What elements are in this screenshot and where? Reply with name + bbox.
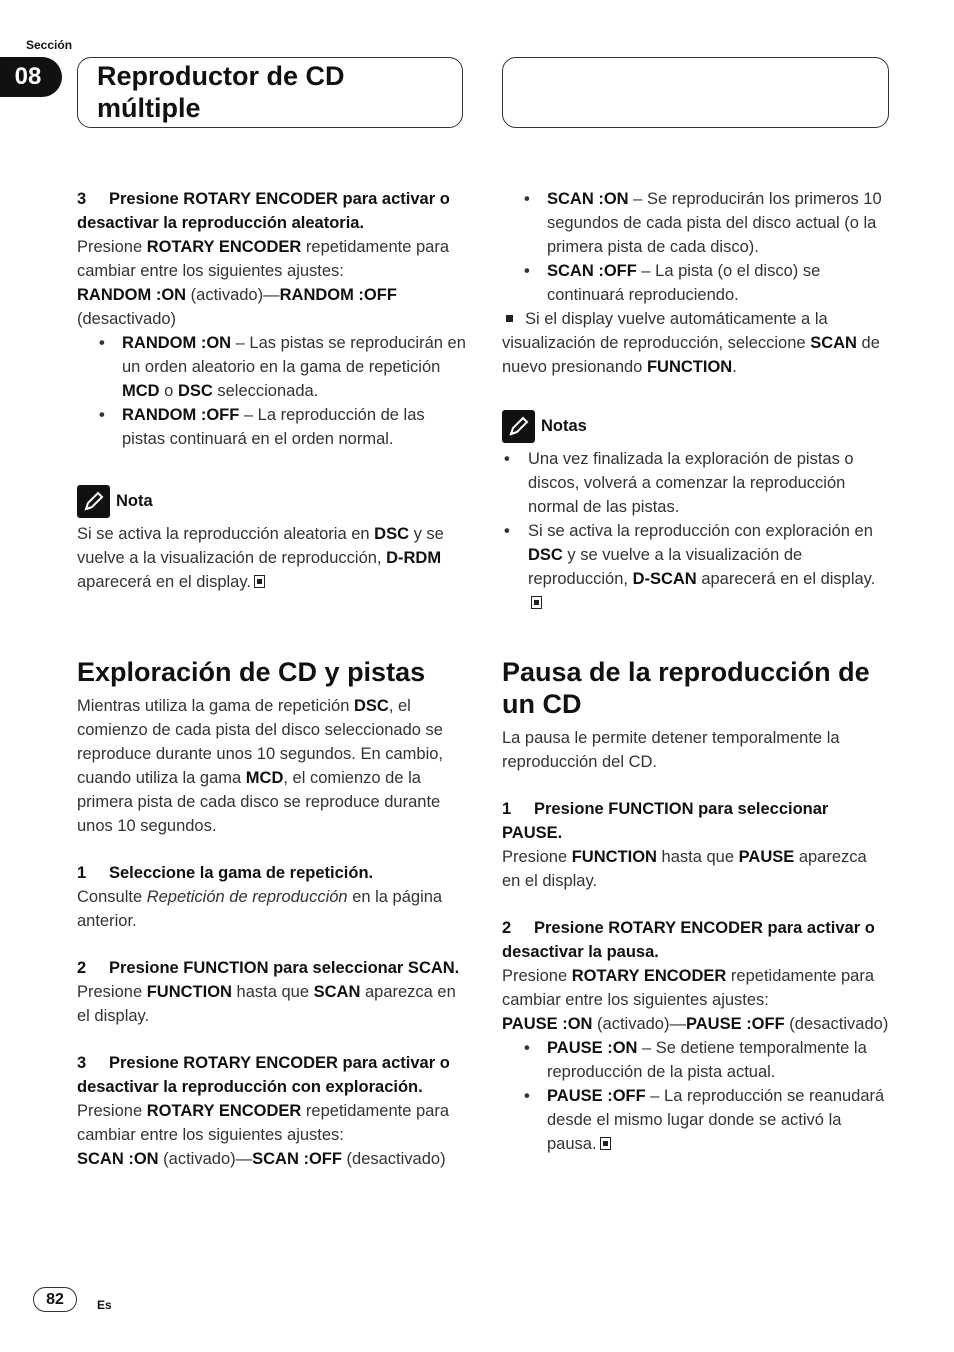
section-label: Sección: [26, 38, 73, 52]
step-instruction: Presione FUNCTION hasta que PAUSE aparezca en el display.: [502, 848, 867, 890]
list-item: • Si se activa la reproducción con exploración en DSC y se vuelve a la visualización de reproducción, D-SCAN aparecerá en el display.: [502, 519, 889, 615]
list-item: • Una vez finalizada la exploración de pistas o discos, volverá a comenzar la reproducción normal de las pistas.: [504, 450, 854, 516]
section-number-badge: 08: [0, 57, 62, 97]
end-mark-icon: [254, 575, 265, 588]
list-item: • PAUSE :ON – Se detiene temporalmente la reproducción de la pista actual.: [524, 1039, 867, 1081]
step-instruction: Presione ROTARY ENCODER repetidamente para cambiar entre los siguientes ajustes:: [77, 1102, 450, 1144]
language-code: Es: [97, 1298, 112, 1312]
step-instruction: Presione ROTARY ENCODER repetidamente para cambiar entre los siguientes ajustes:: [502, 967, 875, 1009]
list-item: • RANDOM :OFF – La reproducción de las pistas continuará en el orden normal.: [99, 406, 425, 448]
section-heading: Exploración de CD y pistas: [77, 657, 426, 687]
settings-line: PAUSE :ON (activado)—PAUSE :OFF (desactivado): [502, 1015, 889, 1033]
pause-settings-list: [502, 1036, 889, 1156]
settings-list: [77, 331, 467, 451]
list-item: • RANDOM :ON – Las pistas se reproducirán en un orden aleatorio en la gama de repetición MCD o DSC seleccionada.: [99, 334, 466, 400]
scan-settings-list: [502, 187, 889, 307]
notes-heading: Notas: [502, 409, 889, 443]
square-bullet-icon: [506, 315, 513, 322]
list-item: • SCAN :OFF – La pista (o el disco) se continuará reproduciendo.: [524, 262, 821, 304]
step-instruction: Presione FUNCTION hasta que SCAN aparezca en el display.: [77, 983, 456, 1025]
tip-paragraph: Si el display vuelve automáticamente a la visualización de reproducción, seleccione SCAN de nuevo presionando FUNCTION.: [502, 310, 880, 376]
step-instruction: Consulte Repetición de reproducción en la página anterior.: [77, 888, 443, 930]
settings-line: SCAN :ON (activado)—SCAN :OFF (desactivado): [77, 1150, 446, 1168]
pause-section: [502, 656, 889, 1156]
end-mark-icon: [600, 1137, 611, 1150]
end-mark-icon: [531, 596, 542, 609]
section-heading: Pausa de la reproducción de un CD: [502, 657, 870, 719]
pencil-note-icon: [77, 485, 110, 518]
notes-list: [502, 447, 889, 615]
right-top-column: [502, 187, 889, 615]
scan-section: [77, 656, 467, 1171]
list-item: • SCAN :ON – Se reproducirán los primeros 10 segundos de cada pista del disco actual (o la primera pista de cada disco).: [524, 190, 882, 256]
step-heading: 2 Presione FUNCTION para seleccionar SCAN.: [77, 959, 460, 977]
step-heading: 1 Seleccione la gama de repetición.: [77, 864, 374, 882]
section-intro: La pausa le permite detener temporalmente la reproducción del CD.: [502, 729, 840, 771]
step-heading: 3 Presione ROTARY ENCODER para activar o desactivar la reproducción aleatoria.: [77, 190, 450, 232]
note-heading: Nota: [77, 484, 467, 518]
step-instruction: Presione ROTARY ENCODER repetidamente para cambiar entre los siguientes ajustes:: [77, 238, 450, 280]
pencil-note-icon: [502, 410, 535, 443]
step-heading: 2 Presione ROTARY ENCODER para activar o desactivar la pausa.: [502, 919, 875, 961]
step-heading: 1 Presione FUNCTION para seleccionar PAUSE.: [502, 800, 829, 842]
settings-line: RANDOM :ON (activado)—RANDOM :OFF (desactivado): [77, 286, 397, 328]
note-text: Si se activa la reproducción aleatoria en DSC y se vuelve a la visualización de reproducción, D-RDM aparecerá en el display.: [77, 525, 444, 591]
left-top-column: [77, 187, 467, 594]
section-intro: Mientras utiliza la gama de repetición DSC, el comienzo de cada pista del disco seleccionado se reproduce durante unos 10 segundos. En cambio, cuando utiliza la gama MCD, el comienzo de la primera pista de cada disco se reproduce durante unos 10 segundos.: [77, 697, 443, 835]
list-item: • PAUSE :OFF – La reproducción se reanudará desde el mismo lugar donde se activó la pausa.: [524, 1087, 885, 1153]
page-title: Reproductor de CD múltiple: [97, 61, 345, 123]
page-number: 82: [33, 1287, 77, 1312]
title-frame-right: [502, 57, 889, 128]
step-heading: 3 Presione ROTARY ENCODER para activar o desactivar la reproducción con exploración.: [77, 1054, 450, 1096]
